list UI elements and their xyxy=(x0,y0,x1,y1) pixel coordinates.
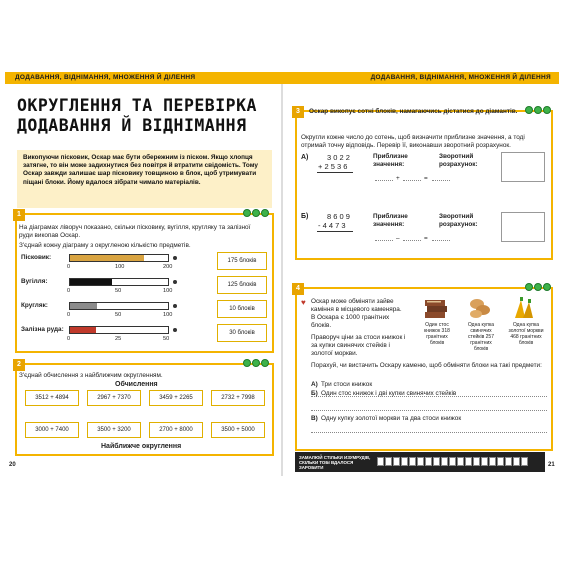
task3-desc: Округли кожне число до сотень, щоб визначити приблизне значення, а тоді отримай точну відповідь. Перевір її, виконавши зворотний розрахунок. xyxy=(301,134,525,149)
bar-label: Кругляк: xyxy=(21,302,48,309)
bar-track xyxy=(69,278,169,286)
match-dot[interactable] xyxy=(173,304,177,308)
bar-tick-label: 25 xyxy=(115,336,122,342)
emerald-icon xyxy=(543,283,551,291)
bar-tick-label: 0 xyxy=(67,288,71,294)
bar-fill xyxy=(70,303,97,309)
task3-a-n1: 3 0 2 2 xyxy=(327,153,350,162)
tracker-cell[interactable] xyxy=(505,457,512,466)
book-spread xyxy=(5,72,559,476)
task3-b-blank-3[interactable] xyxy=(432,240,450,241)
task4-gems xyxy=(525,283,551,291)
answer-box-2[interactable]: 125 блоків xyxy=(217,276,267,294)
task1-subtext: З'єднай кожну діаграму з округленою кількістю предметів. xyxy=(19,242,191,249)
golden-carrot-icon xyxy=(511,296,537,320)
calc-box-2[interactable]: 2967 + 7370 xyxy=(87,390,141,406)
task3-b-eq: = xyxy=(424,235,428,242)
tracker-cell[interactable] xyxy=(457,457,464,466)
task3-gems xyxy=(525,106,551,114)
task3-a-approx: Приблизне значення: xyxy=(373,153,408,168)
task3-b-approx: Приблизне значення: xyxy=(373,213,408,228)
tracker-cell[interactable] xyxy=(497,457,504,466)
task2-badge: 2 xyxy=(13,359,25,371)
porkchop-icon xyxy=(467,296,493,320)
calc-box-3[interactable]: 3459 + 2265 xyxy=(149,390,203,406)
task3-b-reverse: Зворотний розрахунок: xyxy=(439,213,478,228)
bar-fill xyxy=(70,327,96,333)
calc-box-5[interactable]: 3000 + 7400 xyxy=(25,422,79,438)
bar-tick-label: 0 xyxy=(67,336,71,342)
heart-icon: ♥ xyxy=(301,298,306,307)
task3-b-reverse-box[interactable] xyxy=(501,212,545,242)
emerald-icon xyxy=(525,283,533,291)
bar-label: Залізна руда: xyxy=(21,326,64,333)
calc-box-7[interactable]: 2700 + 8000 xyxy=(149,422,203,438)
calc-box-6[interactable]: 3500 + 3200 xyxy=(87,422,141,438)
opt-c-label: В) xyxy=(311,415,318,422)
page-number-left: 20 xyxy=(9,462,16,468)
tracker-cell[interactable] xyxy=(513,457,520,466)
task2-text: З'єднай обчислення з найближчим округленням. xyxy=(19,372,163,379)
emerald-icon xyxy=(252,209,260,217)
bar-tick-label: 100 xyxy=(115,264,125,270)
task1-text: На діаграмах ліворуч показано, скільки пісковику, вугілля, кругляку та залізної руди викопав Оскар. xyxy=(19,224,251,239)
bar-tick-label: 100 xyxy=(163,312,173,318)
emerald-icon xyxy=(543,106,551,114)
opt-c-text: Одну купку золотої моркви та два стоси книжок xyxy=(321,415,462,422)
opt-c-answer-line[interactable] xyxy=(311,432,547,433)
calc-title: Обчислення xyxy=(115,381,158,388)
task4-text2: Праворуч ціни за стоси книжок і за купки свинячих стейків і золотої моркви. xyxy=(311,334,406,357)
page-number-right: 21 xyxy=(548,462,555,468)
bar-tick-label: 50 xyxy=(115,312,122,318)
item-caption-1: Один стос книжок 318 гранітних блоків xyxy=(424,322,450,346)
calc-box-1[interactable]: 3512 + 4894 xyxy=(25,390,79,406)
emerald-icon xyxy=(252,359,260,367)
answer-box-1[interactable]: 175 блоків xyxy=(217,252,267,270)
match-dot[interactable] xyxy=(173,256,177,260)
task3-a-blank-1[interactable] xyxy=(375,180,393,181)
tracker-cell[interactable] xyxy=(441,457,448,466)
intro-text: Викопуючи пісковик, Оскар має бути обережним із піском. Якщо хлопця затягне, то він може задихнутися без повітря й втратити свідомість. Тому Оскар завжди залишає шар пісковику товщиною в блок, щоб утримувати піщані блоки. Йому вдалося зібрати чимало матеріалів. xyxy=(17,150,272,208)
emerald-icon xyxy=(261,209,269,217)
task3-a-label: А) xyxy=(301,154,309,161)
calc-box-8[interactable]: 3500 + 5000 xyxy=(211,422,265,438)
tracker-cell[interactable] xyxy=(433,457,440,466)
task3-a-plus: + xyxy=(396,175,400,182)
tracker-cell[interactable] xyxy=(417,457,424,466)
tracker-cell[interactable] xyxy=(465,457,472,466)
emerald-icon xyxy=(261,359,269,367)
bar-fill xyxy=(70,279,112,285)
tracker-cell[interactable] xyxy=(489,457,496,466)
title-line-2: ДОДАВАННЯ Й ВІДНІМАННЯ xyxy=(17,116,247,135)
bar-track xyxy=(69,254,169,262)
opt-b-answer-line[interactable] xyxy=(311,410,547,411)
calc-box-4[interactable]: 2732 + 7998 xyxy=(211,390,265,406)
bar-fill xyxy=(70,255,144,261)
bar-tick-label: 50 xyxy=(115,288,122,294)
task3-a-blank-2[interactable] xyxy=(403,180,421,181)
task3-b-blank-2[interactable] xyxy=(403,240,421,241)
opt-b-text: Один стос книжок і дві купки свинячих стейків xyxy=(321,390,457,397)
emerald-tracker xyxy=(295,452,545,472)
tracker-cell[interactable] xyxy=(393,457,400,466)
task2-gems xyxy=(243,359,269,367)
bar-tick-label: 200 xyxy=(163,264,173,270)
task1-badge: 1 xyxy=(13,209,25,221)
tracker-cells xyxy=(377,457,528,466)
bar-tick-label: 50 xyxy=(163,336,170,342)
item-caption-3: Одна купка золотої моркви 468 гранітних блоків xyxy=(508,322,544,346)
task3-badge: 3 xyxy=(292,106,304,118)
tracker-cell[interactable] xyxy=(377,457,384,466)
books-icon xyxy=(423,296,449,320)
emerald-icon xyxy=(534,106,542,114)
bar-track xyxy=(69,326,169,334)
task3-a-underline xyxy=(317,172,353,173)
task3-b-n1: 8 6 0 9 xyxy=(327,212,350,221)
header-left: ДОДАВАННЯ, ВІДНІМАННЯ, МНОЖЕННЯ Й ДІЛЕННЯ xyxy=(15,74,196,81)
tracker-cell[interactable] xyxy=(481,457,488,466)
emerald-icon xyxy=(525,106,533,114)
tracker-cell[interactable] xyxy=(473,457,480,466)
emerald-icon xyxy=(243,209,251,217)
bar-tick-label: 100 xyxy=(163,288,173,294)
task3-b-label: Б) xyxy=(301,213,309,220)
opt-a-label: А) xyxy=(311,381,318,388)
tracker-cell[interactable] xyxy=(425,457,432,466)
emerald-icon xyxy=(243,359,251,367)
page-title xyxy=(17,96,267,136)
opt-a-text: Три стоси книжок xyxy=(321,381,373,388)
bar-tick-label: 0 xyxy=(67,264,71,270)
tracker-cell[interactable] xyxy=(449,457,456,466)
match-dot[interactable] xyxy=(173,328,177,332)
book-spine xyxy=(281,84,283,476)
tracker-text: ЗАМАЛЮЙ СТІЛЬКИ ИЗУМРУДІВ, СКІЛЬКИ ТОБІ ВДАЛОСЯ ЗАРОБИТИ xyxy=(299,455,371,470)
task3-a-reverse: Зворотний розрахунок: xyxy=(439,153,478,168)
title-line-1: ОКРУГЛЕННЯ ТА ПЕРЕВІРКА xyxy=(17,96,257,115)
task3-a-blank-3[interactable] xyxy=(432,180,450,181)
match-dot[interactable] xyxy=(173,280,177,284)
tracker-cell[interactable] xyxy=(409,457,416,466)
tracker-cell[interactable] xyxy=(401,457,408,466)
task3-b-underline xyxy=(317,231,353,232)
tracker-cell[interactable] xyxy=(521,457,528,466)
item-caption-2: Одна купка свинячих стейків 257 гранітних блоків xyxy=(467,322,495,352)
task3-b-minus: – xyxy=(396,235,400,242)
task3-text: Оскар викопує сотні блоків, намагаючись дістатися до діамантів. xyxy=(309,108,518,115)
task3-a-n2: + 2 5 3 6 xyxy=(318,162,348,171)
task3-b-n2: - 4 4 7 3 xyxy=(318,221,346,230)
task2-footer: Найближче округлення xyxy=(101,443,182,450)
tracker-cell[interactable] xyxy=(385,457,392,466)
bar-label: Вугілля: xyxy=(21,278,48,285)
task3-a-reverse-box[interactable] xyxy=(501,152,545,182)
task4-text: Оскар може обміняти зайве каміння в місцевого каменяра. В Оскара є 1000 гранітних блоків. xyxy=(311,298,402,329)
bar-label: Пісковик: xyxy=(21,254,52,261)
opt-b-label: Б) xyxy=(311,390,318,397)
task3-a-eq: = xyxy=(424,175,428,182)
bar-tick-label: 0 xyxy=(67,312,71,318)
answer-box-4[interactable]: 30 блоків xyxy=(217,324,267,342)
task4-question: Порахуй, чи вистачить Оскару каменю, щоб обміняти блоки на такі предмети: xyxy=(311,362,542,369)
answer-box-3[interactable]: 10 блоків xyxy=(217,300,267,318)
task3-b-blank-1[interactable] xyxy=(375,240,393,241)
emerald-icon xyxy=(534,283,542,291)
task1-gems xyxy=(243,209,269,217)
bar-track xyxy=(69,302,169,310)
header-right: ДОДАВАННЯ, ВІДНІМАННЯ, МНОЖЕННЯ Й ДІЛЕННЯ xyxy=(370,74,551,81)
task4-badge: 4 xyxy=(292,283,304,295)
